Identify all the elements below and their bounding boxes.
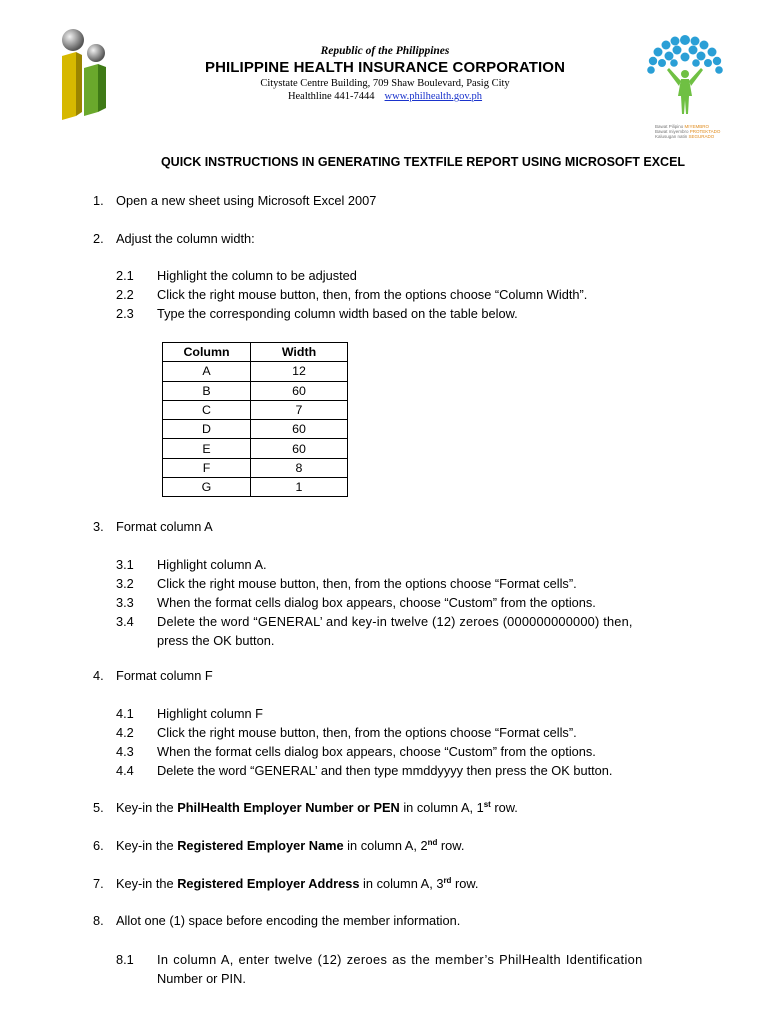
step-text: Allot one (1) space before encoding the member information. <box>116 913 461 928</box>
table-cell: 12 <box>251 362 348 381</box>
letterhead <box>150 44 620 103</box>
substep-text-continued: Number or PIN. <box>157 971 246 986</box>
step-number: 2. <box>93 231 104 246</box>
step-text: Format column F <box>116 668 213 683</box>
philhealth-logo-icon <box>60 28 110 120</box>
step-number: 7. <box>93 876 104 891</box>
substep-text: When the format cells dialog box appears, choose “Custom” from the options. <box>157 595 596 610</box>
substep-text: Click the right mouse button, then, from the options choose “Format cells”. <box>157 725 577 740</box>
substep-number: 3.3 <box>116 595 134 610</box>
substep-number: 4.4 <box>116 763 134 778</box>
table-header-cell: Width <box>251 343 348 362</box>
step-text: Adjust the column width: <box>116 231 255 246</box>
table-cell: C <box>163 400 251 419</box>
table-row <box>163 400 348 419</box>
table-cell: 1 <box>251 478 348 497</box>
substep-text: In column A, enter twelve (12) zeroes as the member’s PhilHealth Identification <box>157 952 643 967</box>
substep-number: 2.2 <box>116 287 134 302</box>
healthline-line <box>150 90 620 103</box>
emphasis: Registered Employer Name <box>177 838 344 853</box>
substep-number: 3.1 <box>116 557 134 572</box>
emphasis: Registered Employer Address <box>177 876 360 891</box>
table-row <box>163 381 348 400</box>
table-header-row <box>163 343 348 362</box>
philhealth-tagline <box>655 124 725 139</box>
substep-text: Click the right mouse button, then, from the options choose “Column Width”. <box>157 287 588 302</box>
substep-number: 3.4 <box>116 614 134 629</box>
substep-text: Delete the word “GENERAL’ and key-in twelve (12) zeroes (000000000000) then, <box>157 614 633 629</box>
table-row <box>163 420 348 439</box>
table-cell: E <box>163 439 251 458</box>
document-title: QUICK INSTRUCTIONS IN GENERATING TEXTFILE REPORT USING MICROSOFT EXCEL <box>160 155 686 169</box>
table-cell: 7 <box>251 400 348 419</box>
substep-number: 4.3 <box>116 744 134 759</box>
table-cell: B <box>163 381 251 400</box>
table-cell: G <box>163 478 251 497</box>
substep-text: Highlight column A. <box>157 557 267 572</box>
table-row <box>163 439 348 458</box>
table-header-cell: Column <box>163 343 251 362</box>
tagline-line-2: Bawat miyembro PROTEKTADO <box>655 129 721 134</box>
substep-number: 4.2 <box>116 725 134 740</box>
substep-text: Highlight the column to be adjusted <box>157 268 357 283</box>
step-number: 3. <box>93 519 104 534</box>
step-text: Format column A <box>116 519 213 534</box>
tagline-line-1: Bawat Pilipino MIYEMBRO <box>655 124 710 129</box>
tagline-line-3: Kalusugan natin SEGURADO <box>655 134 715 139</box>
table-cell: D <box>163 420 251 439</box>
table-cell: F <box>163 458 251 477</box>
substep-text: Click the right mouse button, then, from the options choose “Format cells”. <box>157 576 577 591</box>
emphasis: PhilHealth Employer Number or PEN <box>177 800 400 815</box>
address-line: Citystate Centre Building, 709 Shaw Boulevard, Pasig City <box>260 78 510 89</box>
step-text: Key-in the Registered Employer Address in column A, 3rd row. <box>116 876 479 891</box>
step-text: Key-in the Registered Employer Name in column A, 2nd row. <box>116 838 465 853</box>
table-row <box>163 362 348 381</box>
substep-text: Type the corresponding column width based on the table below. <box>157 306 518 321</box>
column-width-table <box>162 342 348 497</box>
substep-number: 2.3 <box>116 306 134 321</box>
table-cell: 60 <box>251 420 348 439</box>
substep-number: 8.1 <box>116 952 134 967</box>
republic-line: Republic of the Philippines <box>320 45 450 57</box>
substep-text-continued: press the OK button. <box>157 633 275 648</box>
table-cell: A <box>163 362 251 381</box>
step-number: 5. <box>93 800 104 815</box>
step-number: 8. <box>93 913 104 928</box>
step-number: 4. <box>93 668 104 683</box>
table-cell: 8 <box>251 458 348 477</box>
table-cell: 60 <box>251 381 348 400</box>
substep-number: 2.1 <box>116 268 134 283</box>
substep-number: 3.2 <box>116 576 134 591</box>
step-text: Key-in the PhilHealth Employer Number or PEN in column A, 1st row. <box>116 800 518 815</box>
table-row <box>163 458 348 477</box>
website-link[interactable]: www.philhealth.gov.ph <box>384 91 483 102</box>
step-number: 1. <box>93 193 104 208</box>
table-row <box>163 478 348 497</box>
step-number: 6. <box>93 838 104 853</box>
substep-text: Delete the word “GENERAL’ and then type mmddyyyy then press the OK button. <box>157 763 613 778</box>
healthline-number: Healthline 441-7444 <box>287 91 375 102</box>
tree-figure-logo-icon <box>645 34 725 138</box>
substep-number: 4.1 <box>116 706 134 721</box>
step-text: Open a new sheet using Microsoft Excel 2007 <box>116 193 377 208</box>
table-cell: 60 <box>251 439 348 458</box>
corporation-name: PHILIPPINE HEALTH INSURANCE CORPORATION <box>204 59 566 76</box>
substep-text: Highlight column F <box>157 706 263 721</box>
substep-text: When the format cells dialog box appears, choose “Custom” from the options. <box>157 744 596 759</box>
